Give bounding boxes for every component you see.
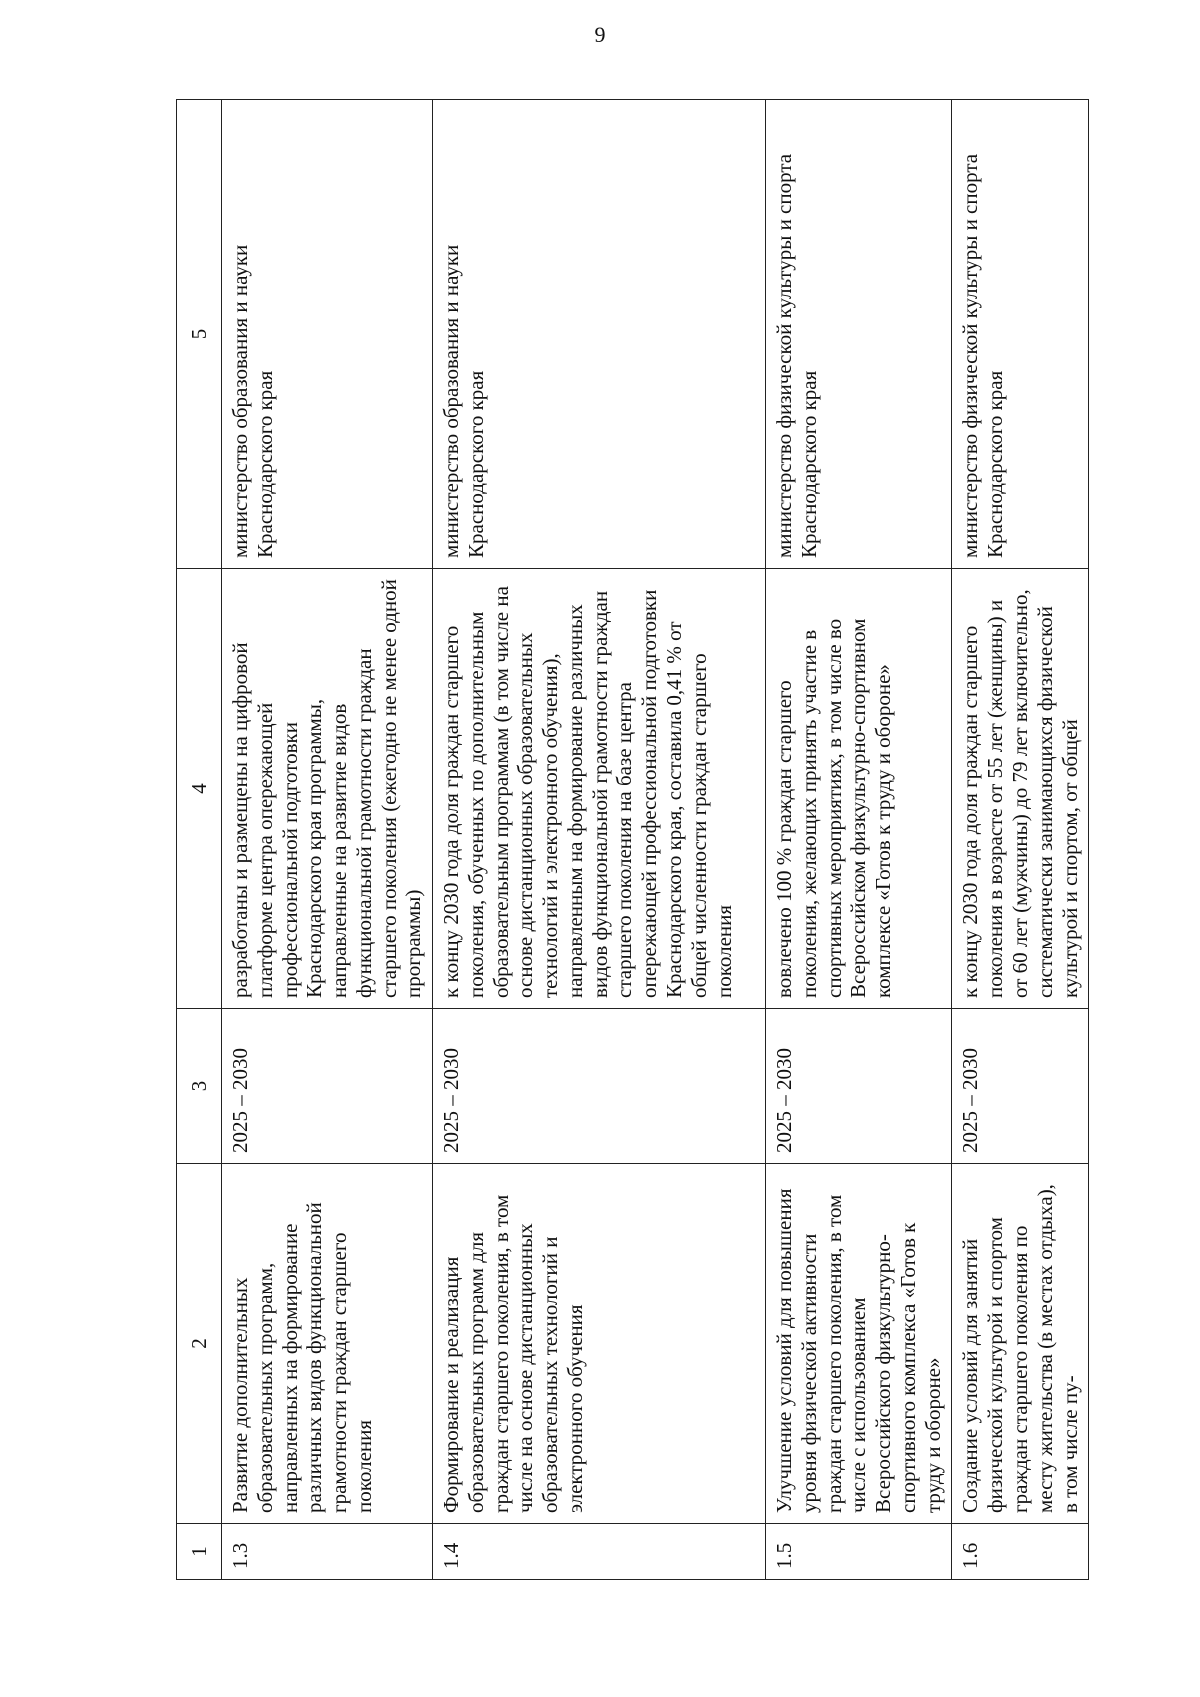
period-cell: 2025 – 2030 [222,1009,433,1164]
column-header-3: 3 [177,1009,222,1164]
activity-cell: Развитие дополнительных образовательных программ, направленных на формирование различных видов функциональной грамотности граждан старшего поколения [222,1164,433,1524]
column-header-1: 1 [177,1524,222,1580]
row-number: 1.5 [766,1524,952,1580]
action-plan-table [176,99,1089,1580]
table-row [433,100,766,1580]
executor-cell: министерство физической культуры и спорта Краснодарского края [766,100,952,569]
rotated-table-container [176,100,1082,1580]
executor-cell: министерство физической культуры и спорта Краснодарского края [952,100,1089,569]
result-cell: вовлечено 100 % граждан старшего поколения, желающих принять участие в спортивных мероприятиях, в том числе во Всероссийском физкультурно-спортивном комплексе «Готов к труду и обороне» [766,569,952,1009]
row-number: 1.3 [222,1524,433,1580]
page-number: 9 [594,22,606,47]
result-cell: к концу 2030 года доля граждан старшего поколения в возрасте от 55 лет (женщины) и от 60 лет (мужчины) до 79 лет включительно, систематически занимающихся физической культурой и спортом, от общей [952,569,1089,1009]
executor-cell: министерство образования и науки Краснодарского края [222,100,433,569]
column-header-4: 4 [177,569,222,1009]
table-row [952,100,1089,1580]
row-number: 1.4 [433,1524,766,1580]
period-cell: 2025 – 2030 [433,1009,766,1164]
period-cell: 2025 – 2030 [952,1009,1089,1164]
activity-cell: Улучшение условий для повышения уровня физической активности граждан старшего поколения, в том числе с использованием Всероссийского физкультурно-спортивного комплекса «Готов к труду и обороне» [766,1164,952,1524]
table-row [222,100,433,1580]
result-cell: к концу 2030 года доля граждан старшего поколения, обученных по дополнительным образовательным программам (в том числе на основе дистанционных образовательных технологий и электронного обучения), направленным на формирование различных видов функциональной грамотности граждан старшего поколения на базе центра опережающей профессиональной подготовки Краснодарского края, составила 0,41 % от общей численности граждан старшего поколения [433,569,766,1009]
activity-cell: Формирование и реализация образовательных программ для граждан старшего поколения, в том числе на основе дистанционных образовательных технологий и электронного обучения [433,1164,766,1524]
column-header-5: 5 [177,100,222,569]
activity-cell: Создание условий для занятий физической культурой и спортом граждан старшего поколения по месту жительства (в местах отдыха), в том числе пу- [952,1164,1089,1524]
executor-cell: министерство образования и науки Краснодарского края [433,100,766,569]
period-cell: 2025 – 2030 [766,1009,952,1164]
column-header-2: 2 [177,1164,222,1524]
table-row [766,100,952,1580]
row-number: 1.6 [952,1524,1089,1580]
result-cell: разработаны и размещены на цифровой платформе центра опережающей профессиональной подготовки Краснодарского края программы, направленные на развитие видов функциональной грамотности граждан старшего поколения (ежегодно не менее одной программы) [222,569,433,1009]
table-header-row [177,100,222,1580]
